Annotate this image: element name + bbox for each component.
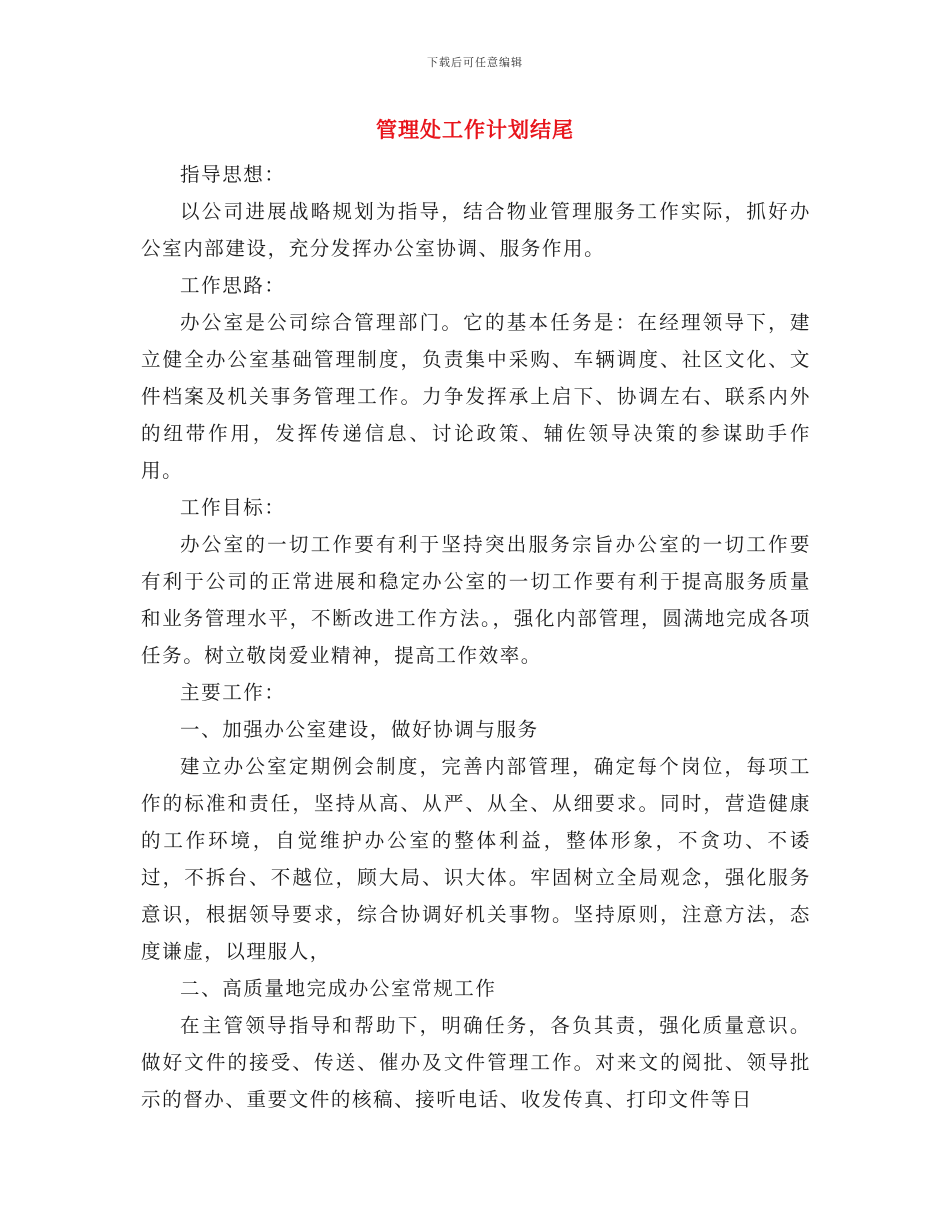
paragraph-section-one-body: 建立办公室定期例会制度，完善内部管理，确定每个岗位，每项工作的标准和责任，坚持从高、从严、从全、从细要求。同时，营造健康的工作环境，自觉维护办公室的整体利益，整体形象，不贪功、不诿过，不拆台、不越位，顾大局、识大体。牢固树立全局观念，强化服务意识，根据领导要求，综合协调好机关事物。坚持原则，注意方法，态度谦虚，以理服人，: [141, 755, 811, 963]
header-note: 下载后可任意编辑: [427, 56, 523, 69]
paragraph-guiding-thought: 以公司进展战略规划为指导，结合物业管理服务工作实际，抓好办公室内部建设，充分发挥办公室协调、服务作用。: [141, 200, 811, 260]
paragraph-heading-guiding-thought: 指导思想：: [180, 163, 286, 186]
paragraph-heading-main-work: 主要工作：: [180, 681, 286, 704]
paragraph-heading-work-goals: 工作目标：: [180, 496, 286, 519]
document-body: [141, 156, 811, 1118]
paragraph-heading-work-approach: 工作思路：: [180, 274, 286, 297]
paragraph-section-one-heading: 一、加强办公室建设，做好协调与服务: [180, 718, 539, 741]
paragraph-work-goals: 办公室的一切工作要有利于坚持突出服务宗旨办公室的一切工作要有利于公司的正常进展和稳定办公室的一切工作要有利于提高服务质量和业务管理水平，不断改进工作方法。，强化内部管理，圆满地完成各项任务。树立敬岗爱业精神，提高工作效率。: [141, 533, 811, 667]
paragraph-section-two-heading: 二、高质量地完成办公室常规工作: [180, 977, 497, 1000]
paragraph-section-two-body: 在主管领导指导和帮助下，明确任务，各负其责，强化质量意识。做好文件的接受、传送、催办及文件管理工作。对来文的阅批、领导批示的督办、重要文件的核稿、接听电话、收发传真、打印文件等日: [141, 1014, 811, 1111]
document-title: 管理处工作计划结尾: [376, 117, 574, 142]
paragraph-work-approach: 办公室是公司综合管理部门。它的基本任务是：在经理领导下，建立健全办公室基础管理制度，负责集中采购、车辆调度、社区文化、文件档案及机关事务管理工作。力争发挥承上启下、协调左右、联系内外的纽带作用，发挥传递信息、讨论政策、辅佐领导决策的参谋助手作用。: [141, 311, 811, 482]
